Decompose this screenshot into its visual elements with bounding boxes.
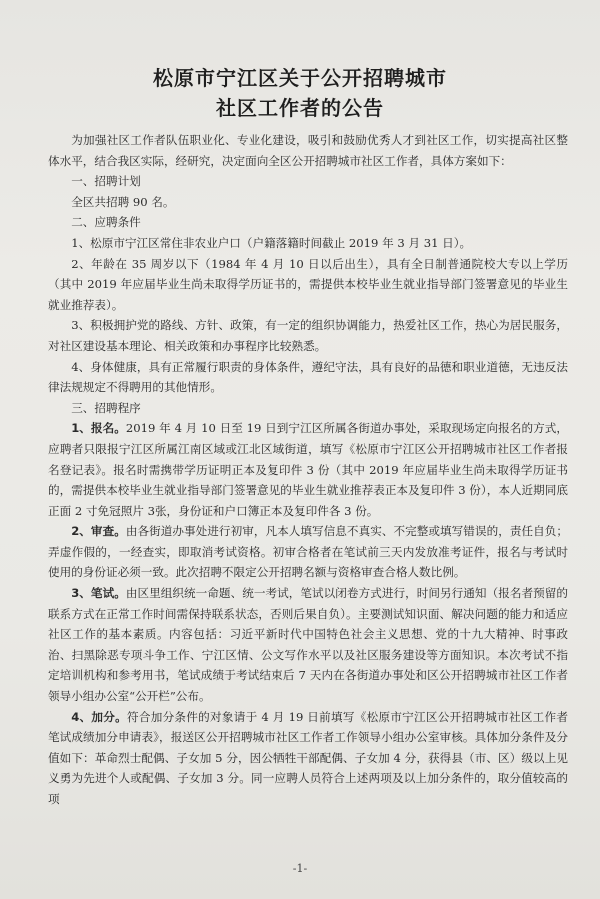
condition-4: 4、身体健康，具有正常履行职责的身体条件，遵纪守法，具有良好的品德和职业道德，无违反法律法规规定不得聘用的其他情形。 xyxy=(48,359,568,395)
procedure-3-lead: 3、笔试。 xyxy=(71,586,126,601)
page-number: -1- xyxy=(292,862,308,875)
procedure-4-text: 符合加分条件的对象请于 4 月 19 日前填写《松原市宁江区公开招聘城市社区工作者笔试成绩加分申请表》，报送区公开招聘城市社区工作者工作领导小组办公室审核。具体加分条件及分值如下：革命烈士配偶、子女加 5 分，因公牺牲干部配偶、子女加 4 分，获得县（市、区）级以上见义勇为先进个人或配偶、子女加 3 分。同一应聘人员符合上述两项及以上加分条件的，取分值较高的项 xyxy=(48,709,568,806)
procedure-1-text: 2019 年 4 月 10 日至 19 日到宁江区所属各街道办事处，采取现场定向报名的方式，应聘者只限报宁江区所属江南区域或江北区域街道，填写《松原市宁江区公开招聘城市社区工作者报名登记表》。报名时需携带学历证明正本及复印件 3 份（其中 2019 年应届毕业生尚未取得学历证书的，需提供本校毕业生就业指导部门签署意见的毕业生就业推荐表正本及复印件 3 份），本人近期同底正面 2 寸免冠照片 3张，身份证和户口簿正本及复印件各 3 份。 xyxy=(48,421,568,518)
procedure-3-text: 由区里组织统一命题、统一考试，笔试以闭卷方式进行，时间另行通知（报名者预留的联系方式在正常工作时间需保持联系状态，否则后果自负）。主要测试知识面、解决问题的能力和适应社区工作的基本素质。内容包括：习近平新时代中国特色社会主义思想、党的十九大精神、时事政治、扫黑除恶专项斗争工作、宁江区情、公文写作水平以及社区服务建设等方面知识。本次考试不指定培训机构和参考用书，笔试成绩于考试结束后 7 天内在各街道办事处和区公开招聘城市社区工作者领导小组办公室“公开栏”公布。 xyxy=(48,586,568,704)
section-heading-2: 二、应聘条件 xyxy=(71,215,141,230)
procedure-3 xyxy=(48,583,568,707)
procedure-2-lead: 2、审查。 xyxy=(71,524,126,539)
title-line-2: 社区工作者的公告 xyxy=(216,96,384,120)
condition-1: 1、松原市宁江区常住非农业户口（户籍落籍时间截止 2019 年 3 月 31 日）。 xyxy=(71,235,472,250)
procedure-1-lead: 1、报名。 xyxy=(71,421,126,436)
intro-paragraph: 为加强社区工作者队伍职业化、专业化建设，吸引和鼓励优秀人才到社区工作，切实提高社区整体水平，结合我区实际，经研究，决定面向全区公开招聘城市社区工作者，具体方案如下： xyxy=(48,133,568,168)
procedure-2 xyxy=(48,521,568,583)
procedure-1 xyxy=(48,418,568,521)
condition-2: 2、年龄在 35 周岁以下（1984 年 4 月 10 日以后出生），具有全日制普通院校大专以上学历（其中 2019 年应届毕业生尚未取得学历证书的，需提供本校毕业生就业指导部门签署意见的毕业生就业推荐表）。 xyxy=(48,256,568,312)
title-line-1: 松原市宁江区关于公开招聘城市 xyxy=(153,66,447,90)
recruitment-plan-text: 全区共招聘 90 名。 xyxy=(71,194,175,209)
procedure-4-lead: 4、加分。 xyxy=(71,709,127,724)
section-heading-3: 三、招聘程序 xyxy=(71,400,141,415)
document-body xyxy=(48,130,568,810)
section-heading-1: 一、招聘计划 xyxy=(71,174,141,189)
condition-3: 3、积极拥护党的路线、方针、政策，有一定的组织协调能力，热爱社区工作，热心为居民服务，对社区建设基本理论、相关政策和办事程序比较熟悉。 xyxy=(48,318,568,353)
procedure-4 xyxy=(48,707,568,810)
procedure-2-text: 由各街道办事处进行初审，凡本人填写信息不真实、不完整或填写错误的，责任自负；弄虚作假的，一经查实，即取消考试资格。初审合格者在笔试前三天内发放准考证件，报名与考试时使用的身份证必须一致。此次招聘不限定公开招聘名额与资格审查合格人数比例。 xyxy=(48,524,568,580)
